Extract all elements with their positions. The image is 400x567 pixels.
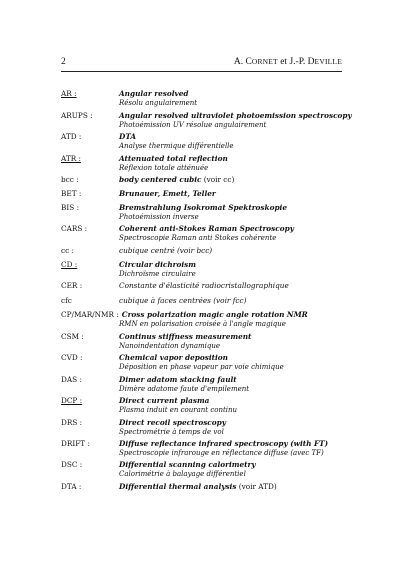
- glossary-entry: [61, 132, 346, 154]
- entry-french-translation: Dimère adatome faute d'empilement: [119, 384, 250, 393]
- entry-definition: cubique centré (voir bcc): [119, 245, 213, 255]
- entry-term: Direct recoil spectroscopy: [119, 417, 226, 427]
- entry-abbreviation: DSC :: [61, 460, 83, 469]
- entry-term: Angular resolved ultraviolet photoemission spectroscopy: [119, 110, 352, 120]
- glossary-entry: [61, 296, 346, 310]
- entry-abbreviation: cc :: [61, 245, 74, 255]
- glossary-entry: [61, 260, 346, 281]
- entry-abbreviation: CP/MAR/NMR :: [61, 310, 119, 319]
- entry-term: Diffuse reflectance infrared spectroscopy (with FT): [119, 438, 329, 448]
- entry-french-translation: Déposition en phase vapeur par voie chimique: [119, 363, 284, 371]
- entry-term: Cross polarization magic angle rotation NMR: [121, 310, 308, 319]
- glossary-entry: [61, 175, 346, 189]
- entry-abbreviation: DCP :: [61, 396, 83, 405]
- entry-french-translation: Résolu angulairement: [119, 99, 198, 107]
- entry-french-translation: Réflexion totale atténuée: [119, 163, 209, 172]
- entry-french-translation: Calorimétrie à balayage différentiel: [119, 470, 246, 478]
- entry-term: Dimer adatom stacking fault: [119, 374, 237, 384]
- glossary-entry: [61, 110, 352, 133]
- entry-abbreviation: ATD :: [61, 132, 82, 141]
- glossary-entry: [61, 353, 346, 375]
- entry-term: Continus stiffness measurement: [119, 331, 252, 341]
- glossary-entry: [61, 154, 346, 175]
- glossary-entry: [61, 460, 346, 482]
- glossary-entry: [61, 418, 346, 439]
- glossary-entry: [61, 310, 346, 332]
- entry-term: Coherent anti-Stokes Raman Spectroscopy: [119, 224, 294, 233]
- glossary-entry: [61, 375, 346, 397]
- entry-abbreviation: DRIFT :: [61, 438, 90, 448]
- glossary-entry: [61, 439, 346, 461]
- entry-french-translation: Spectroscopie infrarouge en réflectance diffuse (avec TF): [119, 448, 324, 457]
- entry-term: Brunauer, Emett, Teller: [119, 188, 216, 198]
- glossary-entry: [61, 89, 346, 111]
- entry-abbreviation: DAS :: [61, 374, 82, 384]
- abbreviation-list: [61, 89, 352, 494]
- entry-term: body centered cubic: [119, 174, 202, 184]
- glossary-entry: [61, 189, 346, 203]
- entry-french-translation: Plasma induit en courant continu: [119, 406, 238, 414]
- entry-abbreviation: ATR :: [61, 153, 82, 163]
- entry-french-translation: Spectroscopie Raman anti Stokes cohérente: [119, 234, 277, 242]
- entry-term: Bremstrahlung Isokromat Spektroskopie: [119, 202, 287, 212]
- entry-french-translation: Dichroïsme circulaire: [119, 270, 196, 278]
- entry-abbreviation: CD :: [61, 260, 78, 269]
- entry-abbreviation: DRS :: [61, 417, 83, 427]
- entry-abbreviation: bcc :: [61, 174, 79, 184]
- entry-abbreviation: DTA :: [61, 481, 82, 491]
- entry-term: Direct current plasma: [119, 396, 210, 405]
- entry-abbreviation: AR :: [61, 89, 77, 98]
- entry-abbreviation: CSM :: [61, 331, 84, 341]
- entry-cross-reference: (voir cc): [203, 174, 235, 184]
- glossary-entry: [61, 281, 346, 296]
- entry-term: Circular dichroism: [119, 260, 196, 269]
- glossary-entry: [61, 482, 346, 494]
- entry-french-translation: RMN en polarisation croisée à l'angle magique: [119, 320, 286, 328]
- entry-french-translation: Nanoindentation dynamique: [119, 341, 221, 350]
- glossary-entry: [61, 246, 346, 261]
- glossary-entry: [61, 203, 346, 225]
- entry-abbreviation: BET :: [61, 188, 82, 198]
- glossary-entry: [61, 224, 346, 246]
- entry-term: Differential scanning calorimetry: [119, 460, 256, 469]
- entry-french-translation: Analyse thermique différentielle: [119, 142, 234, 150]
- entry-definition: Constante d'élasticité radiocristallographique: [119, 281, 289, 290]
- entry-term: Attenuated total reflection: [119, 153, 228, 163]
- entry-term: Angular resolved: [119, 89, 189, 98]
- entry-abbreviation: BIS :: [61, 202, 80, 212]
- entry-definition: cubique à faces centrées (voir fcc): [119, 296, 247, 305]
- entry-french-translation: Spectrométrie à temps de vol: [119, 427, 224, 436]
- entry-term: Differential thermal analysis: [119, 481, 237, 491]
- entry-french-translation: Photoémission UV résolue angulairement: [119, 120, 267, 129]
- entry-abbreviation: CER :: [61, 281, 83, 290]
- entry-term: DTA: [119, 132, 137, 141]
- entry-abbreviation: CARS :: [61, 224, 88, 233]
- entry-term: Chemical vapor deposition: [119, 353, 228, 362]
- running-header-authors: A. CORNET et J.-P. DEVILLE: [233, 57, 342, 67]
- page-number: 2: [61, 57, 66, 67]
- running-header: [61, 57, 342, 72]
- entry-abbreviation: CVD :: [61, 353, 83, 362]
- entry-french-translation: Photoémission inverse: [119, 212, 199, 221]
- entry-cross-reference: (voir ATD): [238, 481, 277, 491]
- entry-abbreviation: cfc: [61, 296, 72, 305]
- glossary-entry: [61, 332, 346, 354]
- entry-abbreviation: ARUPS :: [61, 110, 93, 120]
- glossary-entry: [61, 396, 346, 418]
